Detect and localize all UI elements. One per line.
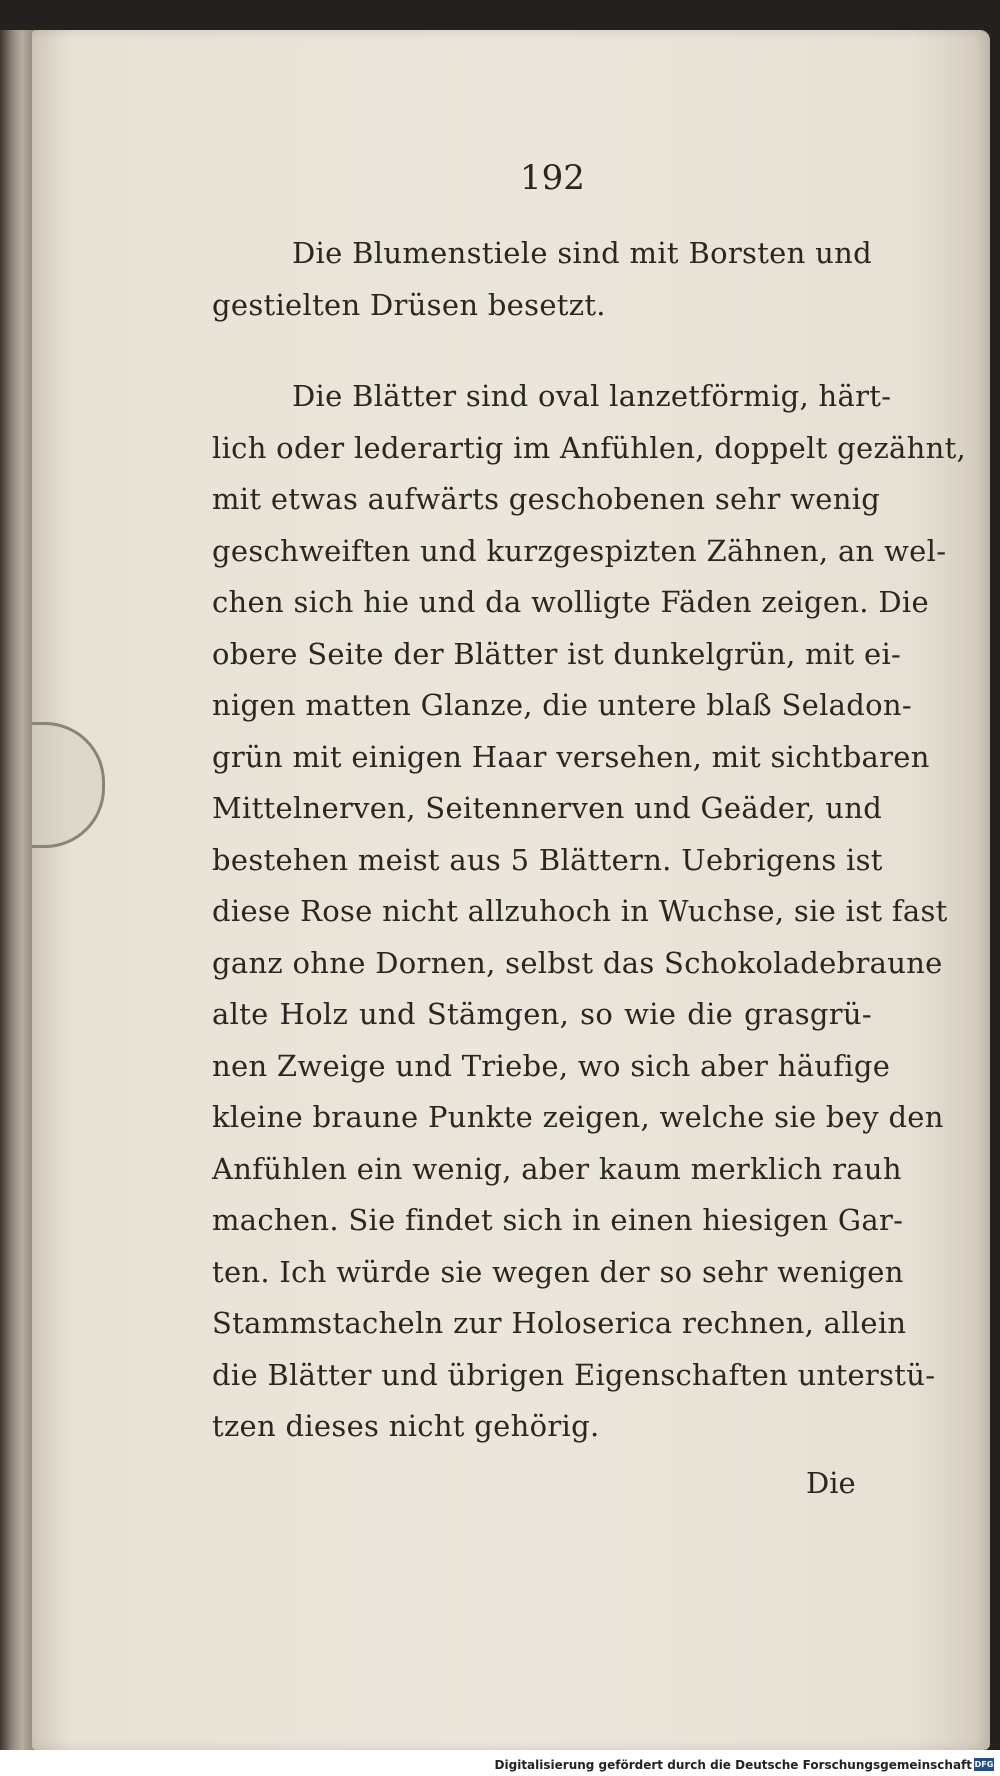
- text-line: Mittelnerven, Seitennerven und Geäder, und: [212, 791, 883, 825]
- paragraph-1: [212, 228, 872, 331]
- text-line: ten. Ich würde sie wegen der so sehr wenigen: [212, 1254, 904, 1289]
- dfg-logo: DFG: [974, 1760, 994, 1769]
- text-line: lich oder lederartig im Anfühlen, doppelt gezähnt,: [212, 430, 967, 465]
- page-number: 192: [520, 158, 585, 198]
- text-line: obere Seite der Blätter ist dunkelgrün, mit ei-: [212, 636, 902, 671]
- text-line: nen Zweige und Triebe, wo sich aber häufige: [212, 1048, 891, 1083]
- text-line: ganz ohne Dornen, selbst das Schokoladebraune: [212, 945, 943, 980]
- text-line: machen. Sie findet sich in einen hiesigen Gar-: [212, 1203, 904, 1237]
- text-line: gestielten Drüsen besetzt.: [212, 287, 606, 322]
- text-line: alte Holz und Stämgen, so wie die grasgrü-: [212, 997, 872, 1031]
- page-text: [212, 228, 967, 1453]
- paragraph-2: [212, 371, 967, 1453]
- text-line: diese Rose nicht allzuhoch in Wuchse, sie ist fast: [212, 894, 948, 928]
- text-line: tzen dieses nicht gehörig.: [212, 1409, 600, 1443]
- text-line: geschweiften und kurzgespizten Zähnen, an wel-: [212, 533, 947, 568]
- text-line: kleine braune Punkte zeigen, welche sie bey den: [212, 1100, 944, 1134]
- text-line: die Blätter und übrigen Eigenschaften unterstü-: [212, 1357, 936, 1392]
- text-line: Die Blumenstiele sind mit Borsten und: [292, 236, 872, 270]
- catchword: Die: [806, 1466, 856, 1500]
- text-line: mit etwas aufwärts geschobenen sehr wenig: [212, 482, 881, 516]
- text-line: Stammstacheln zur Holoserica rechnen, allein: [212, 1306, 907, 1340]
- page-clip: [32, 722, 105, 848]
- text-line: Die Blätter sind oval lanzetförmig, härt-: [292, 379, 892, 413]
- text-line: chen sich hie und da wolligte Fäden zeigen. Die: [212, 585, 929, 619]
- text-line: bestehen meist aus 5 Blättern. Uebrigens ist: [212, 842, 883, 877]
- text-line: nigen matten Glanze, die untere blaß Seladon-: [212, 688, 912, 722]
- text-line: grün mit einigen Haar versehen, mit sichtbaren: [212, 739, 930, 774]
- text-line: Anfühlen ein wenig, aber kaum merklich rauh: [212, 1151, 902, 1186]
- digitization-credit: Digitalisierung gefördert durch die Deutsche Forschungsgemeinschaft: [494, 1758, 972, 1772]
